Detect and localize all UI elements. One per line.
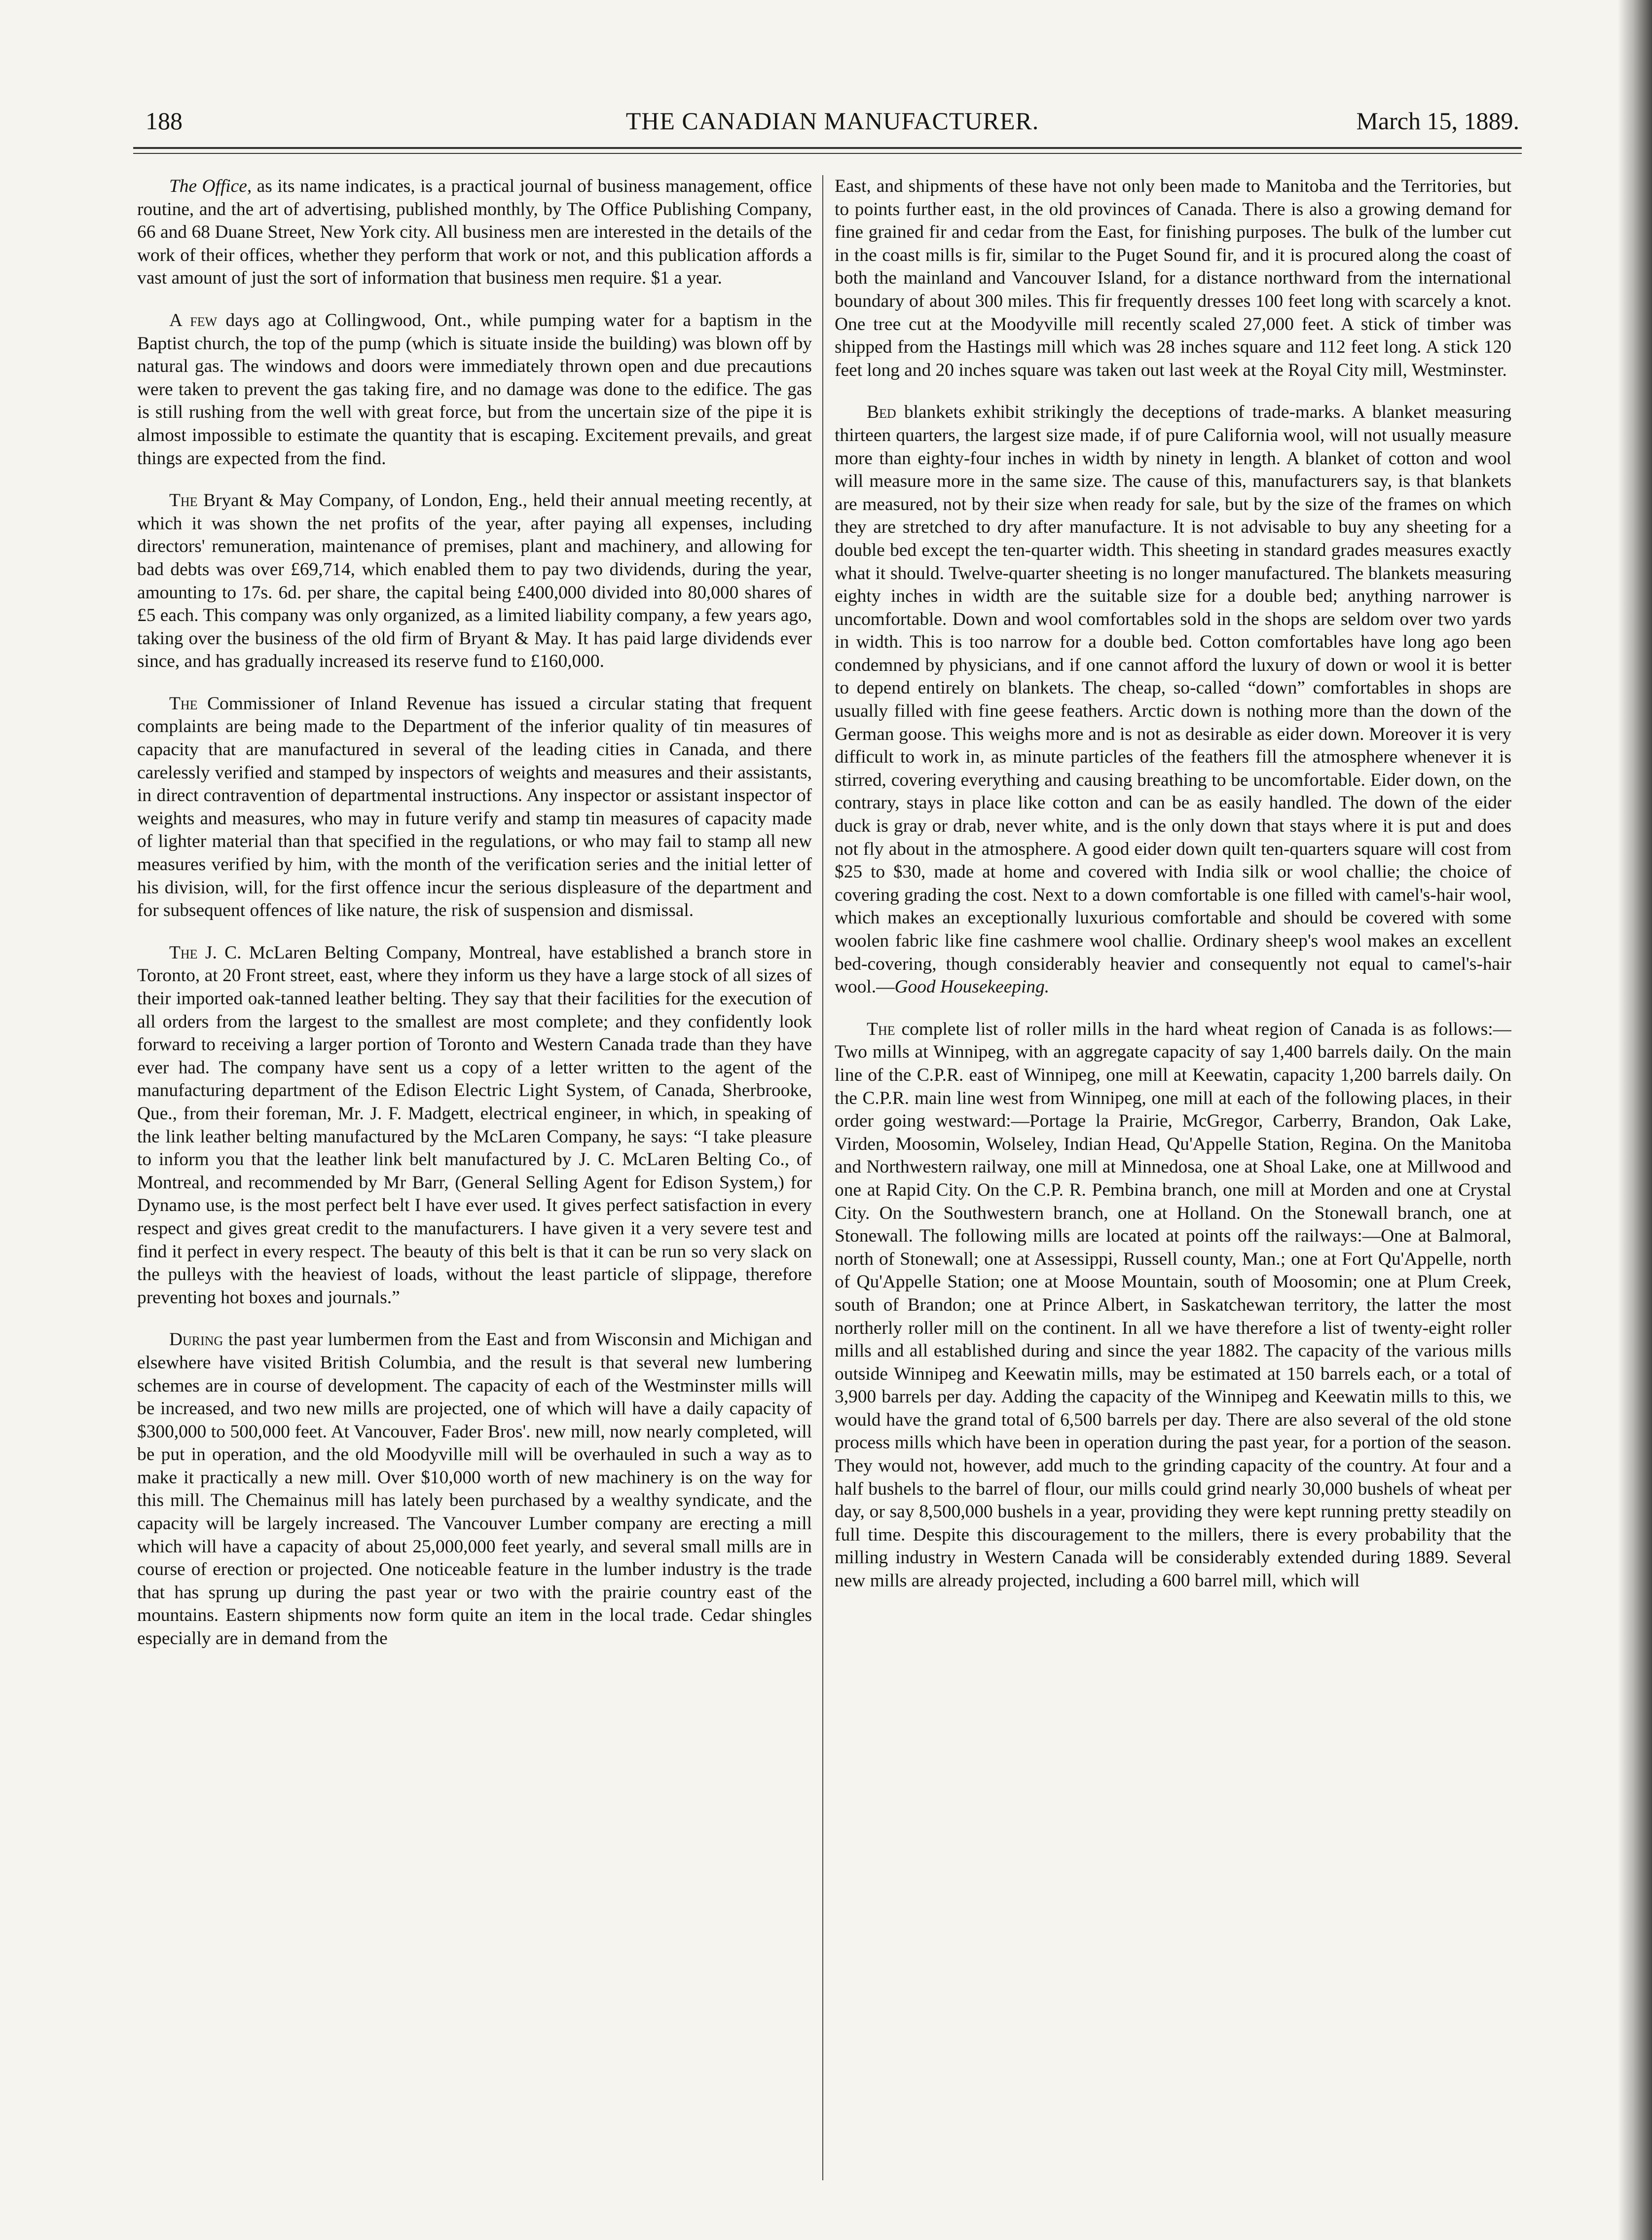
article-text: complete list of roller mills in the hard wheat region of Canada is as follows:—Two mills at Winnipeg, with an aggregate capacity of say 1,400 barrels daily. On the main line of the C.P.R. east of Winnipeg, one mill at Keewatin, capacity 1,200 barrels daily. On the C.P.R. main line west from Winnipeg, one mill at each of the following places, in their order going westward:—Portage la Prairie, McGregor, Carberry, Brandon, Oak Lake, Virden, Moosomin, Wolseley, Indian Head, Qu'Appelle Station, Regina. On the Manitoba and Northwestern railway, one mill at Minnedosa, one at Shoal Lake, one at Millwood and one at Rapid City. On the C.P. R. Pembina branch, one mill at Morden and one at Crystal City. On the Southwestern branch, one at Holland. On the Stonewall branch, one at Stonewall. The following mills are located at points off the railways:—One at Balmoral, north of Stonewall; one at Assessippi, Russell county, Man.; one at Fort Qu'Appelle, north of Qu'Appelle Station; one at Moose Mountain, south of Moosomin; one at Plum Creek, south of Brandon; one at Prince Albert, in Saskatchewan territory, the latter the most northerly roller mill on the continent. In all we have therefore a list of twenty-eight roller mills and all established during and since the year 1882. The capacity of the various mills outside Winnipeg and Keewatin mills, may be estimated at 150 barrels each, or a total of 3,900 barrels per day. Adding the capacity of the Winnipeg and Keewatin mills to this, we would have the grand total of 6,500 barrels per day. There are also several of the old stone process mills which have been in operation during the past year, for a portion of the season. They would not, however, add much to the grinding capacity of the country. At four and a half bushels to the barrel of flour, our mills could grind nearly 30,000 bushels of wheat per day, or say 8,500,000 bushels in a year, providing they were kept running pretty steadily on full time. Despite this discouragement to the millers, there is every probability that the milling industry in Western Canada will be considerably extended during 1889. Several new mills are already projected, including a 600 barrel mill, which will bbox=[835, 1019, 1511, 1591]
article-paragraph bbox=[835, 175, 1511, 382]
article-text: blankets exhibit strikingly the deceptions of trade-marks. A blanket measuring thirteen quarters, the largest size made, if of pure California wool, will not usually measure more than eighty-four inches in width by ninety in length. A blanket of cotton and wool will measure more in the same size. The cause of this, manufacturers say, is that blankets are measured, not by their size when ready for sale, but by the size of the frames on which they are stretched to dry after manufacture. It is not advisable to buy any sheeting for a double bed except the ten-quarter width. This sheeting in standard grades measures exactly what it should. Twelve-quarter sheeting is no longer manufactured. The blankets measuring eighty inches in width are the suitable size for a double bed; anything narrower is uncomfortable. Down and wool comfortables sold in the shops are seldom over two yards in width. This is too narrow for a double bed. Cotton comfortables have long ago been condemned by physicians, and if one cannot afford the luxury of down or wool it is better to depend entirely on blankets. The cheap, so-called “down” comfortables in shops are usually filled with fine geese feathers. Arctic down is nothing more than the down of the German goose. This weighs more and is not as desirable as eider down. Moreover it is very difficult to work in, as minute particles of the feathers fill the atmosphere whenever it is stirred, covering everything and causing breathing to be uncomfortable. Eider down, on the contrary, stays in place like cotton and can be as easily handled. The down of the eider duck is gray or drab, never white, and is the only down that stays where it is put and does not fly about in the atmosphere. A good eider down quilt ten-quarters square will cost from $25 to $30, made at home and covered with India silk or wool challie; the choice of covering grading the cost. Next to a down comfortable is one filled with camel's-hair wool, which makes an exceptionally luxurious comfortable and should be covered with some woolen fabric like fine cashmere wool challie. Ordinary sheep's wool makes an excellent bed-covering, though considerably heavier and consequently not equal to camel's-hair wool.— bbox=[835, 402, 1511, 997]
page-header bbox=[146, 101, 1519, 141]
issue-date: March 15, 1889. bbox=[1356, 107, 1519, 135]
scanned-page-edge bbox=[1617, 0, 1652, 2240]
article-paragraph bbox=[835, 1018, 1511, 1593]
article-lead: A few bbox=[169, 310, 218, 330]
article-text: days ago at Collingwood, Ont., while pumping water for a baptism in the Baptist church, the top of the pump (which is situate inside the building) was blown off by natural gas. The windows and doors were immediately thrown open and due precautions were taken to prevent the gas taking fire, and no damage was done to the edifice. The gas is still rushing from the well with great force, but from the uncertain size of the pipe it is almost impossible to estimate the quantity that is escaping. Excitement prevails, and great things are expected from the find. bbox=[137, 310, 812, 469]
article-lead: Bed bbox=[867, 402, 896, 423]
header-rule-thin bbox=[133, 153, 1522, 154]
article-text: Commissioner of Inland Revenue has issued a circular stating that frequent complaints are being made to the Department of the inferior quality of tin measures of capacity that are manufactured in several of the leading cities in Canada, and there carelessly verified and stamped by inspectors of weights and measures and their assistants, in direct contravention of departmental instructions. Any inspector or assistant inspector of weights and measures, who may in future verify and stamp tin measures of capacity made of lighter material than that specified in the regulations, or who may fail to stamp all new measures verified by him, with the month of the verification series and the initial letter of his division, will, for the first offence incur the serious displeasure of the department and for subsequent offences of like nature, the risk of suspension and dismissal. bbox=[137, 693, 812, 921]
article-text: as its name indicates, is a practical journal of business management, office routine, and the art of advertising, published monthly, by The Office Publishing Company, 66 and 68 Duane Street, New York city. All business men are interested in the details of the work of their offices, whether they perform that work or not, and this publication affords a vast amount of just the sort of information that business men require. $1 a year. bbox=[137, 176, 812, 289]
left-column bbox=[137, 175, 812, 2178]
article-paragraph bbox=[137, 693, 812, 922]
article-text: J. C. McLaren Belting Company, Montreal, have established a branch store in Toronto, at 20 Front street, east, where they inform us they have a large stock of all sizes of their imported oak-tanned leather belting. They say that their facilities for the execution of all orders from the largest to the smallest are most complete; and they confidently look forward to receiving a larger portion of Toronto and Western Canada trade than they have ever had. The company have sent us a copy of a letter written to the agent of the manufacturing department of the Edison Electric Light System, of Canada, Sherbrooke, Que., from their foreman, Mr. J. F. Madgett, electrical engineer, in which, in speaking of the link leather belting manufactured by the McLaren Company, he says: “I take pleasure to inform you that the leather link belt manufactured by J. C. McLaren Belting Co., of Montreal, and recommended by Mr Barr, (General Selling Agent for Edison System,) for Dynamo use, is the most perfect belt I have ever used. It gives perfect satisfaction in every respect and gives great credit to the manufacturers. I have given it a very severe test and find it perfect in every respect. The beauty of this belt is that it can be run so very slack on the pulleys with the heaviest of loads, without the least particle of slippage, therefore preventing hot boxes and journals.” bbox=[137, 942, 812, 1308]
header-rule-thick bbox=[133, 147, 1522, 149]
publication-title: THE CANADIAN MANUFACTURER. bbox=[625, 107, 1039, 135]
article-paragraph bbox=[137, 1328, 812, 1650]
article-paragraph bbox=[137, 309, 812, 470]
right-column bbox=[835, 175, 1511, 2178]
article-paragraph bbox=[835, 401, 1511, 998]
article-lead: The bbox=[867, 1019, 895, 1039]
article-lead: The Office, bbox=[169, 176, 252, 196]
article-paragraph bbox=[137, 175, 812, 290]
article-paragraph bbox=[137, 942, 812, 1310]
article-text: Bryant & May Company, of London, Eng., held their annual meeting recently, at which it was shown the net profits of the year, after paying all expenses, including directors' remuneration, maintenance of premises, plant and machinery, and allowing for bad debts was over £69,714, which enabled them to pay two dividends, during the year, amounting to 17s. 6d. per share, the capital being £400,000 divided into 80,000 shares of £5 each. This company was only organized, as a limited liability company, a few years ago, taking over the business of the old firm of Bryant & May. It has paid large dividends ever since, and has gradually increased its reserve fund to £160,000. bbox=[137, 490, 812, 672]
article-lead: The bbox=[169, 693, 198, 714]
page-number: 188 bbox=[146, 107, 183, 135]
article-paragraph bbox=[137, 489, 812, 673]
article-lead: The bbox=[169, 942, 198, 963]
article-source: Good Housekeeping. bbox=[894, 977, 1050, 997]
article-text: the past year lumbermen from the East and from Wisconsin and Michigan and elsewhere have visited British Columbia, and the result is that several new lumbering schemes are in course of development. The capacity of each of the Westminster mills will be increased, and two new mills are projected, one of which will have a daily capacity of $300,000 to 500,000 feet. At Vancouver, Fader Bros'. new mill, now nearly completed, will be put in operation, and the old Moodyville mill will be overhauled in such a way as to make it practically a new mill. Over $10,000 worth of new machinery is on the way for this mill. The Chemainus mill has lately been purchased by a wealthy syndicate, and the capacity will be largely increased. The Vancouver Lumber company are erecting a mill which will have a capacity of about 25,000,000 feet yearly, and several small mills are in course of erection or projected. One noticeable feature in the lumber industry is the trade that has sprung up during the past year or two with the prairie country east of the mountains. Eastern shipments now form quite an item in the local trade. Cedar shingles especially are in demand from the bbox=[137, 1329, 812, 1649]
article-lead: During bbox=[169, 1329, 223, 1350]
column-divider bbox=[822, 175, 823, 2180]
article-lead: The bbox=[169, 490, 198, 511]
article-text: East, and shipments of these have not only been made to Manitoba and the Territories, but to points further east, in the old provinces of Canada. There is also a growing demand for fine grained fir and cedar from the East, for finishing purposes. The bulk of the lumber cut in the coast mills is fir, similar to the Puget Sound fir, and it is procured along the coast of both the mainland and Vancouver Island, for a distance northward from the international boundary of about 300 miles. This fir frequently dresses 100 feet long with scarcely a knot. One tree cut at the Moodyville mill recently scaled 27,000 feet. A stick of timber was shipped from the Hastings mill which was 28 inches square and 112 feet long. A stick 120 feet long and 20 inches square was taken out last week at the Royal City mill, Westminster. bbox=[835, 176, 1511, 380]
